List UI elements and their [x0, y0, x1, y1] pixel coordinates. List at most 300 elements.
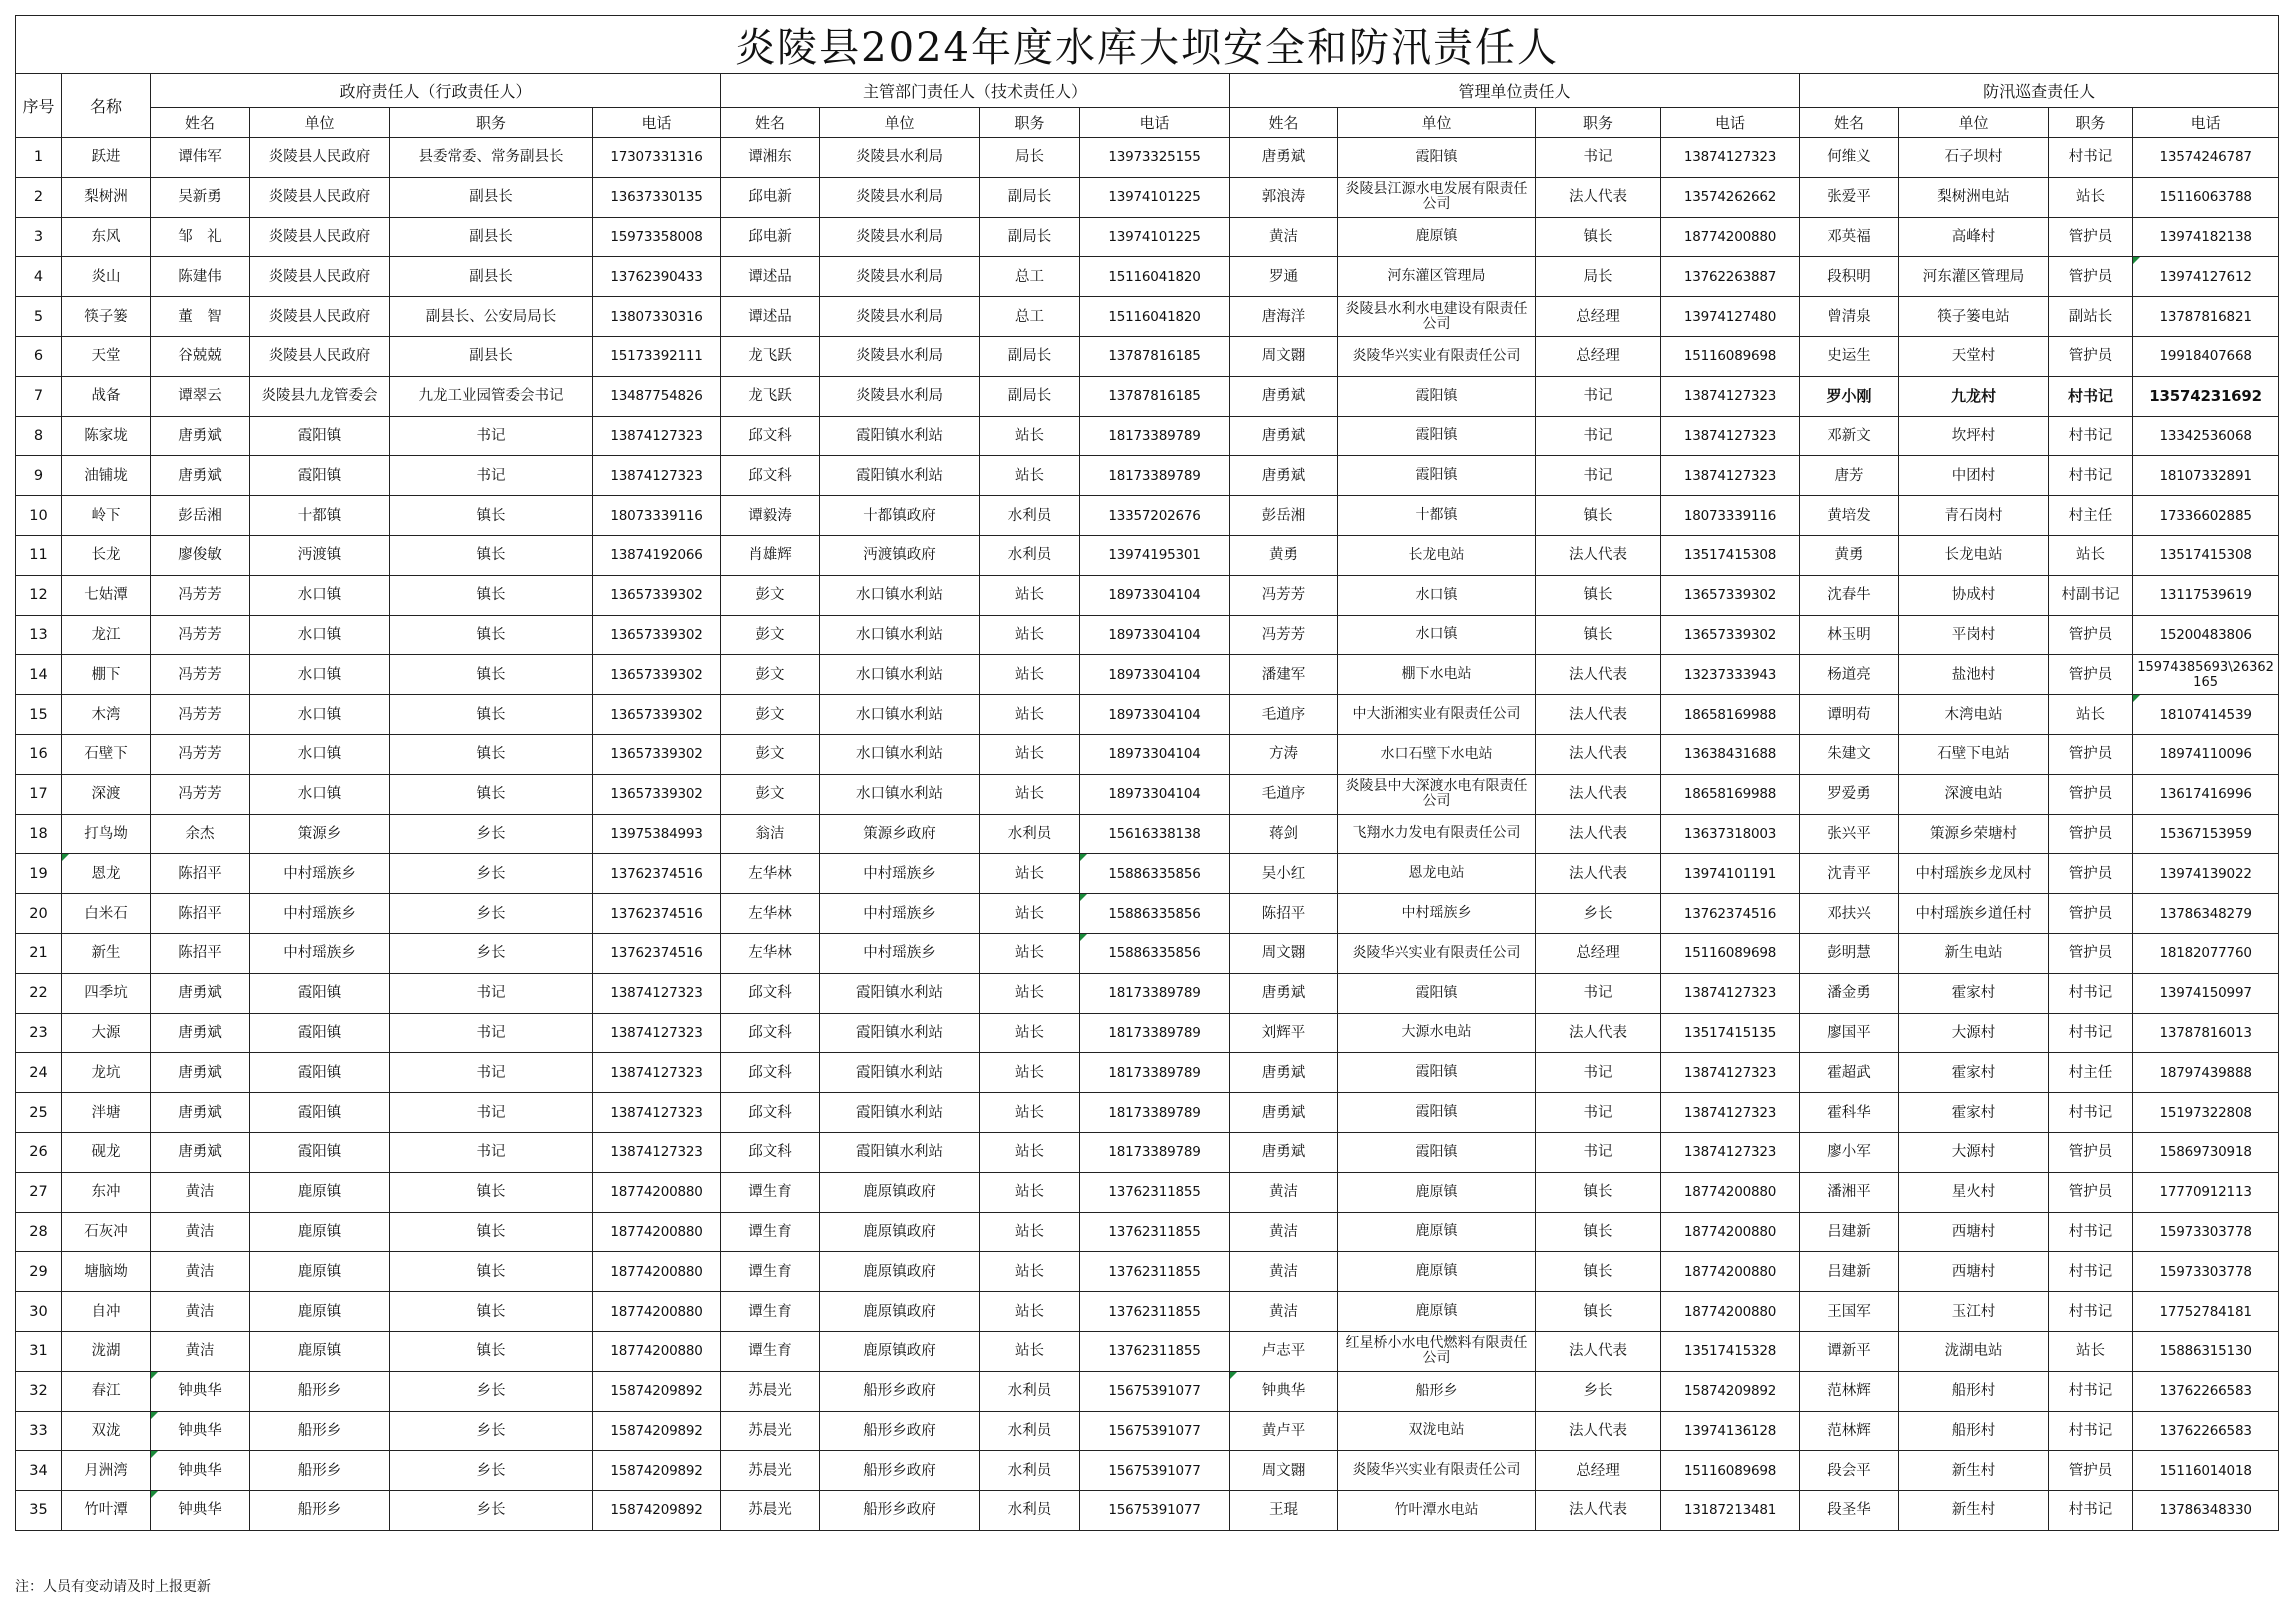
dept-name: 翁洁	[721, 814, 820, 854]
footnote: 注：人员有变动请及时上报更新	[15, 1579, 211, 1595]
gov-phone: 13874127323	[593, 1053, 721, 1093]
patrol-name: 范林辉	[1800, 1411, 1899, 1451]
mgmt-phone: 13517415308	[1661, 535, 1800, 575]
patrol-unit: 深渡电站	[1899, 774, 2049, 814]
dept-name: 邱电新	[721, 177, 820, 217]
gov-unit: 船形乡	[250, 1371, 390, 1411]
mgmt-unit: 鹿原镇	[1338, 1212, 1536, 1252]
patrol-position: 村书记	[2049, 416, 2133, 456]
dept-phone: 13974195301	[1080, 535, 1230, 575]
phone-subheader: 电话	[1080, 108, 1230, 138]
dept-unit: 水口镇水利站	[820, 655, 980, 695]
mgmt-phone: 13657339302	[1661, 575, 1800, 615]
patrol-name: 林玉明	[1800, 615, 1899, 655]
gov-phone: 13762390433	[593, 257, 721, 297]
dept-position: 站长	[980, 894, 1080, 934]
dept-position: 站长	[980, 456, 1080, 496]
patrol-phone: 18182077760	[2133, 933, 2279, 973]
mgmt-unit: 霞阳镇	[1338, 456, 1536, 496]
mgmt-unit: 炎陵华兴实业有限责任公司	[1338, 1451, 1536, 1491]
mgmt-unit: 鹿原镇	[1338, 1172, 1536, 1212]
mgmt-position: 法人代表	[1536, 655, 1661, 695]
patrol-unit: 协成村	[1899, 575, 2049, 615]
reservoir-name: 梨树洲	[62, 177, 151, 217]
mgmt-name: 黄勇	[1230, 535, 1338, 575]
gov-name: 唐勇斌	[151, 1013, 250, 1053]
gov-name: 唐勇斌	[151, 1053, 250, 1093]
gov-phone: 13807330316	[593, 297, 721, 337]
patrol-phone: 13974139022	[2133, 854, 2279, 894]
gov-position: 乡长	[390, 1411, 593, 1451]
phone-subheader: 电话	[593, 108, 721, 138]
gov-unit: 炎陵县人民政府	[250, 138, 390, 178]
dept-unit: 炎陵县水利局	[820, 376, 980, 416]
patrol-unit: 大源村	[1899, 1013, 2049, 1053]
mgmt-name: 刘辉平	[1230, 1013, 1338, 1053]
mgmt-position: 法人代表	[1536, 695, 1661, 735]
patrol-name: 邓英福	[1800, 217, 1899, 257]
mgmt-name: 冯芳芳	[1230, 575, 1338, 615]
row-seq: 14	[16, 655, 62, 695]
patrol-phone: 13617416996	[2133, 774, 2279, 814]
dept-position: 水利员	[980, 814, 1080, 854]
gov-unit: 炎陵县人民政府	[250, 217, 390, 257]
table-row	[16, 416, 2279, 456]
dept-position: 站长	[980, 933, 1080, 973]
dept-position: 水利员	[980, 1491, 1080, 1531]
mgmt-name: 唐勇斌	[1230, 973, 1338, 1013]
patrol-name: 沈青平	[1800, 854, 1899, 894]
reservoir-name: 四季坑	[62, 973, 151, 1013]
mgmt-position: 书记	[1536, 376, 1661, 416]
mgmt-position: 总经理	[1536, 336, 1661, 376]
patrol-phone: 13762266583	[2133, 1411, 2279, 1451]
gov-name: 黄洁	[151, 1172, 250, 1212]
mgmt-name: 黄洁	[1230, 1252, 1338, 1292]
dept-position: 总工	[980, 257, 1080, 297]
patrol-name: 何维义	[1800, 138, 1899, 178]
gov-position: 镇长	[390, 615, 593, 655]
mgmt-position: 书记	[1536, 416, 1661, 456]
dept-name: 彭文	[721, 575, 820, 615]
dept-name: 彭文	[721, 774, 820, 814]
reservoir-name: 岭下	[62, 496, 151, 536]
dept-position: 站长	[980, 854, 1080, 894]
patrol-phone: 15869730918	[2133, 1132, 2279, 1172]
gov-position: 乡长	[390, 1491, 593, 1531]
patrol-unit: 平岗村	[1899, 615, 2049, 655]
phone-subheader: 电话	[2133, 108, 2279, 138]
gov-unit: 中村瑶族乡	[250, 933, 390, 973]
patrol-unit: 玉江村	[1899, 1292, 2049, 1332]
dept-phone: 15886335856	[1080, 933, 1230, 973]
gov-name: 唐勇斌	[151, 973, 250, 1013]
patrol-name: 廖小军	[1800, 1132, 1899, 1172]
mgmt-position: 镇长	[1536, 575, 1661, 615]
mgmt-phone: 18073339116	[1661, 496, 1800, 536]
gov-unit: 霞阳镇	[250, 973, 390, 1013]
row-seq: 19	[16, 854, 62, 894]
patrol-unit: 梨树洲电站	[1899, 177, 2049, 217]
dept-position: 站长	[980, 416, 1080, 456]
dept-name: 邱文科	[721, 1132, 820, 1172]
mgmt-phone: 13638431688	[1661, 734, 1800, 774]
reservoir-name: 砚龙	[62, 1132, 151, 1172]
reservoir-name: 陈家垅	[62, 416, 151, 456]
gov-position: 乡长	[390, 1451, 593, 1491]
patrol-position: 管护员	[2049, 1451, 2133, 1491]
patrol-phone: 17770912113	[2133, 1172, 2279, 1212]
dept-position: 站长	[980, 1053, 1080, 1093]
patrol-unit: 霍家村	[1899, 1053, 2049, 1093]
mgmt-position: 法人代表	[1536, 535, 1661, 575]
mgmt-unit: 河东灌区管理局	[1338, 257, 1536, 297]
mgmt-unit: 鹿原镇	[1338, 1252, 1536, 1292]
gov-phone: 13874192066	[593, 535, 721, 575]
gov-position: 副县长、公安局局长	[390, 297, 593, 337]
dept-position: 副局长	[980, 376, 1080, 416]
patrol-name: 彭明慧	[1800, 933, 1899, 973]
mgmt-name: 卢志平	[1230, 1331, 1338, 1371]
dept-position: 局长	[980, 138, 1080, 178]
gov-position: 镇长	[390, 575, 593, 615]
dept-name: 邱文科	[721, 456, 820, 496]
gov-position: 书记	[390, 1053, 593, 1093]
mgmt-position: 镇长	[1536, 217, 1661, 257]
gov-unit: 鹿原镇	[250, 1252, 390, 1292]
gov-phone: 17307331316	[593, 138, 721, 178]
reservoir-name: 战备	[62, 376, 151, 416]
mgmt-phone: 13974127480	[1661, 297, 1800, 337]
mgmt-name: 周文翾	[1230, 933, 1338, 973]
dept-name: 邱文科	[721, 416, 820, 456]
mgmt-unit: 霞阳镇	[1338, 1053, 1536, 1093]
gov-unit: 水口镇	[250, 655, 390, 695]
patrol-phone: 15116014018	[2133, 1451, 2279, 1491]
mgmt-phone: 18774200880	[1661, 217, 1800, 257]
mgmt-phone: 18774200880	[1661, 1252, 1800, 1292]
dept-position: 站长	[980, 655, 1080, 695]
mgmt-unit: 水口石壁下水电站	[1338, 734, 1536, 774]
dept-unit: 鹿原镇政府	[820, 1292, 980, 1332]
table-row	[16, 257, 2279, 297]
table-row	[16, 655, 2279, 695]
gov-unit: 水口镇	[250, 734, 390, 774]
reservoir-name: 东风	[62, 217, 151, 257]
gov-position: 书记	[390, 416, 593, 456]
phone-subheader: 电话	[1661, 108, 1800, 138]
dept-phone: 13762311855	[1080, 1252, 1230, 1292]
mgmt-position: 镇长	[1536, 1172, 1661, 1212]
gov-name: 冯芳芳	[151, 734, 250, 774]
dept-position: 副局长	[980, 336, 1080, 376]
mgmt-unit: 双泷电站	[1338, 1411, 1536, 1451]
patrol-name: 沈春牛	[1800, 575, 1899, 615]
patrol-position: 村主任	[2049, 496, 2133, 536]
mgmt-position: 总经理	[1536, 933, 1661, 973]
patrol-phone: 17336602885	[2133, 496, 2279, 536]
mgmt-name: 黄洁	[1230, 1212, 1338, 1252]
gov-phone: 13762374516	[593, 854, 721, 894]
patrol-unit: 九龙村	[1899, 376, 2049, 416]
mgmt-position: 法人代表	[1536, 177, 1661, 217]
gov-position: 镇长	[390, 1172, 593, 1212]
dept-unit: 霞阳镇水利站	[820, 1093, 980, 1133]
gov-name: 陈建伟	[151, 257, 250, 297]
mgmt-unit: 炎陵华兴实业有限责任公司	[1338, 933, 1536, 973]
patrol-unit: 策源乡荣塘村	[1899, 814, 2049, 854]
mgmt-name: 唐勇斌	[1230, 1093, 1338, 1133]
patrol-unit: 中团村	[1899, 456, 2049, 496]
mgmt-name: 唐勇斌	[1230, 138, 1338, 178]
gov-position: 书记	[390, 456, 593, 496]
gov-unit: 炎陵县九龙管委会	[250, 376, 390, 416]
dept-phone: 15116041820	[1080, 257, 1230, 297]
dept-name: 谭毅涛	[721, 496, 820, 536]
table-row	[16, 695, 2279, 735]
dept-unit: 鹿原镇政府	[820, 1331, 980, 1371]
dept-unit: 中村瑶族乡	[820, 894, 980, 934]
table-row	[16, 734, 2279, 774]
patrol-name: 谭明苟	[1800, 695, 1899, 735]
reservoir-name: 龙江	[62, 615, 151, 655]
row-seq: 9	[16, 456, 62, 496]
mgmt-unit: 霞阳镇	[1338, 1093, 1536, 1133]
mgmt-position: 法人代表	[1536, 734, 1661, 774]
gov-name: 黄洁	[151, 1212, 250, 1252]
dept-unit: 炎陵县水利局	[820, 177, 980, 217]
patrol-position: 村书记	[2049, 1093, 2133, 1133]
mgmt-name: 唐海洋	[1230, 297, 1338, 337]
dept-name: 龙飞跃	[721, 336, 820, 376]
dept-position: 水利员	[980, 1371, 1080, 1411]
mgmt-position: 镇长	[1536, 615, 1661, 655]
gov-phone: 13657339302	[593, 774, 721, 814]
dept-unit: 霞阳镇水利站	[820, 1132, 980, 1172]
dept-position: 站长	[980, 1132, 1080, 1172]
dept-unit: 水口镇水利站	[820, 734, 980, 774]
dept-position: 站长	[980, 615, 1080, 655]
mgmt-position: 书记	[1536, 973, 1661, 1013]
patrol-name: 朱建文	[1800, 734, 1899, 774]
gov-name: 冯芳芳	[151, 575, 250, 615]
mgmt-name: 周文翾	[1230, 1451, 1338, 1491]
row-seq: 12	[16, 575, 62, 615]
unit-subheader: 单位	[250, 108, 390, 138]
patrol-unit: 西塘村	[1899, 1252, 2049, 1292]
dept-position: 站长	[980, 1252, 1080, 1292]
dept-unit: 霞阳镇水利站	[820, 456, 980, 496]
patrol-phone: 13787816821	[2133, 297, 2279, 337]
gov-phone: 18774200880	[593, 1252, 721, 1292]
dept-position: 站长	[980, 1013, 1080, 1053]
mgmt-unit: 十都镇	[1338, 496, 1536, 536]
patrol-position: 管护员	[2049, 1172, 2133, 1212]
mgmt-unit: 棚下水电站	[1338, 655, 1536, 695]
mgmt-position: 乡长	[1536, 894, 1661, 934]
gov-position: 镇长	[390, 1331, 593, 1371]
mgmt-position: 总经理	[1536, 1451, 1661, 1491]
reservoir-name: 泷湖	[62, 1331, 151, 1371]
dept-phone: 18973304104	[1080, 655, 1230, 695]
mgmt-name: 唐勇斌	[1230, 376, 1338, 416]
dept-unit: 策源乡政府	[820, 814, 980, 854]
gov-name: 冯芳芳	[151, 695, 250, 735]
patrol-position: 管护员	[2049, 734, 2133, 774]
row-seq: 25	[16, 1093, 62, 1133]
mgmt-unit: 水口镇	[1338, 615, 1536, 655]
gov-position: 镇长	[390, 496, 593, 536]
patrol-unit: 泷湖电站	[1899, 1331, 2049, 1371]
mgmt-unit: 霞阳镇	[1338, 1132, 1536, 1172]
patrol-position: 管护员	[2049, 774, 2133, 814]
patrol-name: 范林辉	[1800, 1371, 1899, 1411]
gov-unit: 霞阳镇	[250, 1013, 390, 1053]
row-seq: 8	[16, 416, 62, 456]
row-seq: 11	[16, 535, 62, 575]
gov-unit: 炎陵县人民政府	[250, 257, 390, 297]
patrol-phone: 18974110096	[2133, 734, 2279, 774]
gov-name: 陈招平	[151, 933, 250, 973]
dept-position: 站长	[980, 695, 1080, 735]
dept-name: 左华林	[721, 933, 820, 973]
dept-unit: 霞阳镇水利站	[820, 1013, 980, 1053]
row-seq: 13	[16, 615, 62, 655]
gov-position: 书记	[390, 1093, 593, 1133]
dept-position: 水利员	[980, 1411, 1080, 1451]
gov-position: 副县长	[390, 217, 593, 257]
dept-name: 谭生育	[721, 1292, 820, 1332]
mgmt-phone: 13874127323	[1661, 416, 1800, 456]
mgmt-name: 唐勇斌	[1230, 416, 1338, 456]
row-seq: 27	[16, 1172, 62, 1212]
patrol-position: 站长	[2049, 1331, 2133, 1371]
dept-name: 苏晨光	[721, 1411, 820, 1451]
dept-unit: 水口镇水利站	[820, 575, 980, 615]
dept-phone: 15616338138	[1080, 814, 1230, 854]
patrol-phone: 15367153959	[2133, 814, 2279, 854]
row-seq: 24	[16, 1053, 62, 1093]
dept-phone: 18973304104	[1080, 734, 1230, 774]
table-row	[16, 456, 2279, 496]
reservoir-name: 天堂	[62, 336, 151, 376]
dept-position: 副局长	[980, 217, 1080, 257]
gov-unit: 鹿原镇	[250, 1212, 390, 1252]
table-row	[16, 774, 2279, 814]
gov-position: 镇长	[390, 734, 593, 774]
gov-name: 冯芳芳	[151, 655, 250, 695]
gov-unit: 鹿原镇	[250, 1331, 390, 1371]
gov-phone: 13637330135	[593, 177, 721, 217]
gov-unit: 霞阳镇	[250, 1053, 390, 1093]
dept-unit: 水口镇水利站	[820, 615, 980, 655]
dept-name: 彭文	[721, 695, 820, 735]
dept-name: 左华林	[721, 894, 820, 934]
patrol-name: 段会平	[1800, 1451, 1899, 1491]
gov-name: 黄洁	[151, 1331, 250, 1371]
gov-phone: 13657339302	[593, 615, 721, 655]
patrol-name: 段圣华	[1800, 1491, 1899, 1531]
mgmt-unit: 霞阳镇	[1338, 376, 1536, 416]
patrol-position: 村书记	[2049, 1212, 2133, 1252]
mgmt-phone: 13574262662	[1661, 177, 1800, 217]
gov-name: 邹 礼	[151, 217, 250, 257]
dept-name: 邱文科	[721, 1013, 820, 1053]
row-seq: 4	[16, 257, 62, 297]
gov-phone: 15173392111	[593, 336, 721, 376]
dept-phone: 13974101225	[1080, 217, 1230, 257]
dept-unit: 霞阳镇水利站	[820, 973, 980, 1013]
row-seq: 23	[16, 1013, 62, 1053]
table-row	[16, 973, 2279, 1013]
gov-unit: 策源乡	[250, 814, 390, 854]
dept-phone: 18973304104	[1080, 575, 1230, 615]
gov-phone: 13657339302	[593, 655, 721, 695]
patrol-name: 吕建新	[1800, 1212, 1899, 1252]
gov-position: 书记	[390, 1132, 593, 1172]
dept-unit: 水口镇水利站	[820, 774, 980, 814]
table-row	[16, 894, 2279, 934]
gov-phone: 13874127323	[593, 973, 721, 1013]
patrol-position: 管护员	[2049, 854, 2133, 894]
mgmt-position: 乡长	[1536, 1371, 1661, 1411]
reservoir-name: 油铺垅	[62, 456, 151, 496]
dept-unit: 沔渡镇政府	[820, 535, 980, 575]
mgmt-phone: 13637318003	[1661, 814, 1800, 854]
mgmt-name: 蒋剑	[1230, 814, 1338, 854]
patrol-phone: 15200483806	[2133, 615, 2279, 655]
gov-name: 唐勇斌	[151, 416, 250, 456]
patrol-position: 村书记	[2049, 1013, 2133, 1053]
gov-position: 九龙工业园管委会书记	[390, 376, 593, 416]
patrol-position: 村书记	[2049, 1252, 2133, 1292]
patrol-name: 张爱平	[1800, 177, 1899, 217]
patrol-unit: 盐池村	[1899, 655, 2049, 695]
patrol-unit: 星火村	[1899, 1172, 2049, 1212]
mgmt-name: 唐勇斌	[1230, 456, 1338, 496]
gov-phone: 15874209892	[593, 1451, 721, 1491]
responsibility-table	[15, 15, 2279, 1531]
patrol-unit: 坎坪村	[1899, 416, 2049, 456]
row-seq: 20	[16, 894, 62, 934]
dept-name: 肖雄辉	[721, 535, 820, 575]
gov-name: 谭伟军	[151, 138, 250, 178]
patrol-position: 管护员	[2049, 933, 2133, 973]
dept-name: 谭述品	[721, 297, 820, 337]
position-subheader: 职务	[2049, 108, 2133, 138]
patrol-position: 村书记	[2049, 973, 2133, 1013]
dept-phone: 18973304104	[1080, 774, 1230, 814]
patrol-position: 站长	[2049, 535, 2133, 575]
reservoir-name: 自冲	[62, 1292, 151, 1332]
gov-position: 乡长	[390, 1371, 593, 1411]
table-row	[16, 575, 2279, 615]
row-seq: 29	[16, 1252, 62, 1292]
patrol-name: 杨道亮	[1800, 655, 1899, 695]
dept-name: 谭湘东	[721, 138, 820, 178]
gov-phone: 15973358008	[593, 217, 721, 257]
mgmt-unit: 恩龙电站	[1338, 854, 1536, 894]
gov-name: 钟典华	[151, 1491, 250, 1531]
row-seq: 33	[16, 1411, 62, 1451]
mgmt-unit: 鹿原镇	[1338, 1292, 1536, 1332]
gov-position: 乡长	[390, 894, 593, 934]
table-row	[16, 336, 2279, 376]
mgmt-phone: 13237333943	[1661, 655, 1800, 695]
patrol-phone: 13786348279	[2133, 894, 2279, 934]
mgmt-name: 周文翾	[1230, 336, 1338, 376]
dept-name: 苏晨光	[721, 1371, 820, 1411]
